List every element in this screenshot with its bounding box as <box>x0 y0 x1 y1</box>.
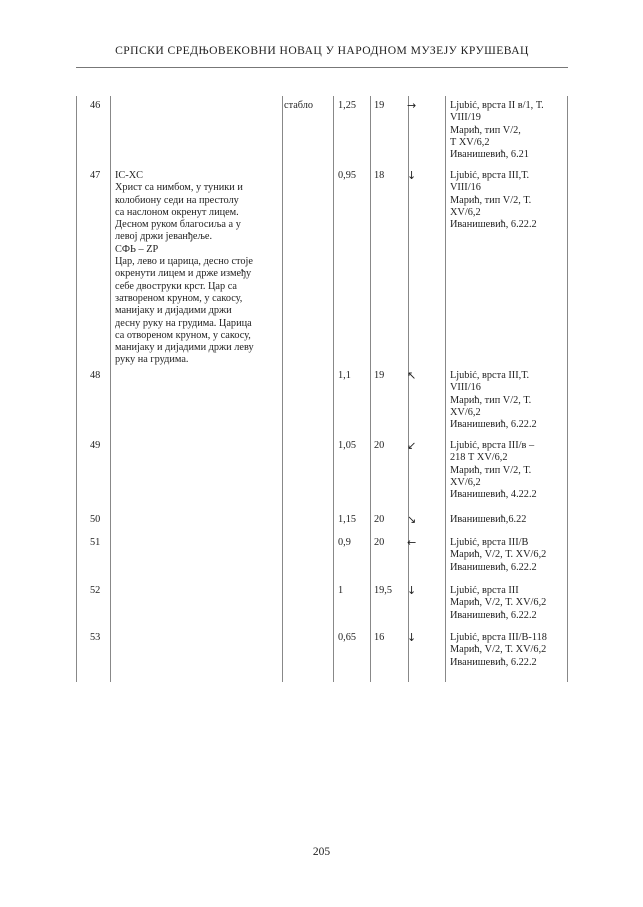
reference-line: Ljubić, врста III/В <box>450 537 529 548</box>
arrow-right-icon: → <box>407 99 417 112</box>
reference-line: Ljubić, врста III/В-118 <box>450 632 547 643</box>
running-head: СРПСКИ СРЕДЊОВЕКОВНИ НОВАЦ У НАРОДНОМ МУЗЕЈУ КРУШЕВАЦ <box>115 44 529 57</box>
arrow-down-right-icon: ↘ <box>407 513 417 526</box>
reference-line: Иванишевић, 4.22.2 <box>450 489 537 501</box>
coin-description <box>115 170 281 367</box>
reference-line: VIII/16 <box>450 382 481 394</box>
literature-reference <box>450 170 568 231</box>
literature-reference <box>450 100 568 161</box>
reference-line: XV/6,2 <box>450 406 481 418</box>
description-line: IC-XC <box>115 170 144 181</box>
arrow-down-icon: ↓ <box>407 584 417 597</box>
coin-catalogue-table <box>76 96 568 682</box>
reference-line: VIII/19 <box>450 112 481 124</box>
reference-line: Марић, тип V/2, Т. <box>450 464 532 476</box>
column-divider <box>370 96 371 682</box>
description-line: Десном руком благосиља а у <box>115 219 241 231</box>
literature-reference <box>450 585 568 622</box>
literature-reference <box>450 440 568 501</box>
diameter-value: 19 <box>374 100 385 111</box>
catalogue-number: 51 <box>90 537 101 548</box>
column-divider <box>445 96 446 682</box>
weight-value: 1,15 <box>338 514 357 525</box>
description-line: колобиону седи на престолу <box>115 194 239 206</box>
reference-line: XV/6,2 <box>450 206 481 218</box>
diameter-value: 16 <box>374 632 385 643</box>
weight-value: 1,1 <box>338 370 351 381</box>
description-line: са наслоном окренут лицем. <box>115 206 239 218</box>
diameter-value: 18 <box>374 170 385 181</box>
arrow-down-icon: ↓ <box>407 169 417 182</box>
arrow-down-left-icon: ↙ <box>407 439 417 452</box>
description-line: манијаку и дијадими држи леву <box>115 342 254 354</box>
reference-line: Иванишевић, 6.22.2 <box>450 656 537 668</box>
reference-line: Марић, V/2, Т. XV/6,2 <box>450 644 547 656</box>
catalogue-number: 49 <box>90 440 101 451</box>
catalogue-number: 48 <box>90 370 101 381</box>
diameter-value: 20 <box>374 537 385 548</box>
weight-value: 0,95 <box>338 170 357 181</box>
catalogue-number: 47 <box>90 170 101 181</box>
arrow-left-icon: ← <box>407 536 417 549</box>
reference-line: Иванишевић,6.22 <box>450 514 527 525</box>
description-line: левој држи јеванђеље. <box>115 231 213 243</box>
weight-value: 1,05 <box>338 440 357 451</box>
reference-line: Ljubić, врста III/в – <box>450 440 535 451</box>
catalogue-number: 46 <box>90 100 101 111</box>
catalogue-number: 52 <box>90 585 101 596</box>
weight-value: 1 <box>338 585 344 596</box>
description-line: десну руку на грудима. Царица <box>115 317 252 329</box>
catalogue-number: 50 <box>90 514 101 525</box>
description-line: СФЬ – ZР <box>115 243 159 255</box>
reference-line: Ljubić, врста III,Т. <box>450 370 530 381</box>
header-rule <box>76 67 568 68</box>
diameter-value: 20 <box>374 514 385 525</box>
diameter-value: 19,5 <box>374 585 393 596</box>
description-line: себе двоструки крст. Цар са <box>115 280 237 292</box>
reference-line: Иванишевић, 6.22.2 <box>450 219 537 231</box>
column-divider <box>282 96 283 682</box>
reference-line: Ljubić, врста III,Т. <box>450 170 530 181</box>
weight-value: 1,25 <box>338 100 357 111</box>
description-line: затвореном круном, у сакосу, <box>115 292 243 304</box>
literature-reference <box>450 370 568 431</box>
description-line: манијаку и дијадими држи <box>115 305 232 317</box>
weight-value: 0,9 <box>338 537 351 548</box>
reference-line: Марић, тип V/2, <box>450 124 521 136</box>
description-line: руку на грудима. <box>115 354 189 366</box>
reference-line: Марић, тип V/2, Т. <box>450 394 532 406</box>
column-divider <box>333 96 334 682</box>
diameter-value: 19 <box>374 370 385 381</box>
literature-reference <box>450 632 568 669</box>
catalogue-number: 53 <box>90 632 101 643</box>
description-line: Цар, лево и царица, десно стоје <box>115 256 253 268</box>
reference-line: VIII/16 <box>450 182 481 194</box>
diameter-value: 20 <box>374 440 385 451</box>
arrow-up-left-icon: ↖ <box>407 369 417 382</box>
reference-line: Марић, тип V/2, Т. <box>450 194 532 206</box>
description-line: Христ са нимбом, у туники и <box>115 182 243 194</box>
reference-line: XV/6,2 <box>450 476 481 488</box>
page-number: 205 <box>312 846 331 858</box>
column-divider <box>76 96 77 682</box>
reference-line: Марић, V/2, Т. XV/6,2 <box>450 597 547 609</box>
reference-line: Иванишевић, 6.21 <box>450 149 529 161</box>
literature-reference <box>450 537 568 574</box>
material: стабло <box>284 100 314 111</box>
reference-line: Марић, V/2, Т. XV/6,2 <box>450 549 547 561</box>
weight-value: 0,65 <box>338 632 357 643</box>
reference-line: Ljubić, врста III <box>450 585 519 596</box>
reference-line: Т XV/6,2 <box>450 136 490 148</box>
description-line: окренути лицем и држе између <box>115 268 252 280</box>
reference-line: Ljubić, врста II в/1, Т. <box>450 100 544 111</box>
literature-reference <box>450 514 568 526</box>
reference-line: Иванишевић, 6.22.2 <box>450 561 537 573</box>
reference-line: Иванишевић, 6.22.2 <box>450 419 537 431</box>
reference-line: 218 Т XV/6,2 <box>450 452 508 464</box>
reference-line: Иванишевић, 6.22.2 <box>450 609 537 621</box>
column-divider <box>110 96 111 682</box>
arrow-down-icon: ↓ <box>407 631 417 644</box>
description-line: са отвореном круном, у сакосу, <box>115 329 251 341</box>
